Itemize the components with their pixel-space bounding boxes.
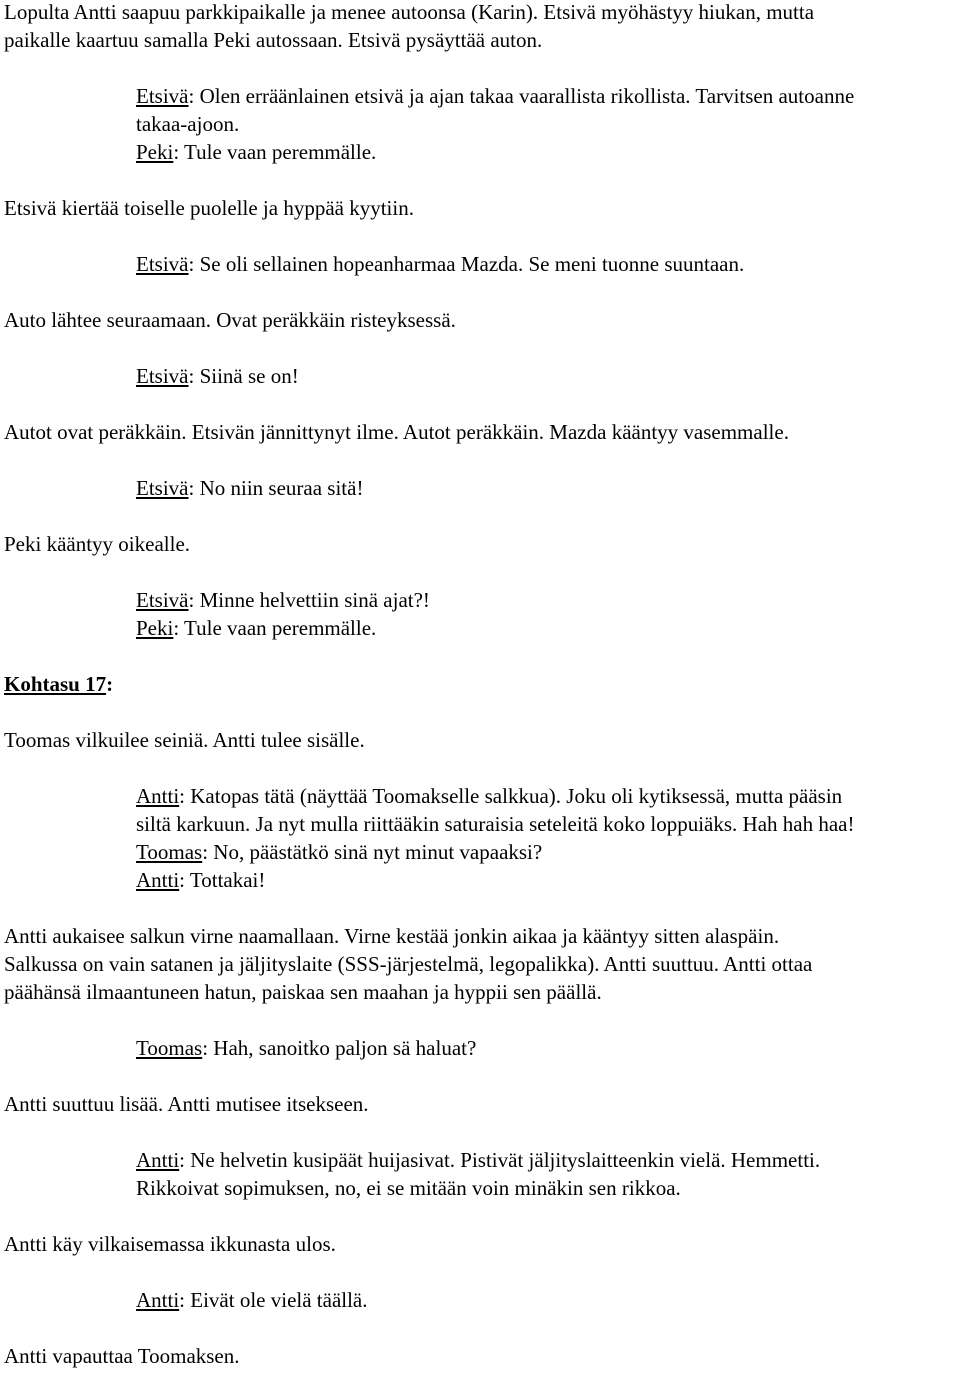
action-line: Antti vapauttaa Toomaksen. bbox=[4, 1344, 240, 1368]
dialogue-text: : No, päästätkö sinä nyt minut vapaaksi? bbox=[202, 840, 543, 864]
dialogue-text: : Katopas tätä (näyttää Toomakselle salkkua). Joku oli kytiksessä, mutta pääsin bbox=[179, 784, 843, 808]
dialogue-line bbox=[136, 364, 299, 388]
speaker-name: Etsivä bbox=[136, 364, 189, 388]
speaker-name: Toomas bbox=[136, 1036, 203, 1060]
speaker-name: Antti bbox=[136, 784, 180, 808]
dialogue-line bbox=[136, 588, 430, 612]
scene-heading-title: Kohtasu 17 bbox=[4, 672, 107, 696]
speaker-name: Etsivä bbox=[136, 588, 189, 612]
dialogue-line bbox=[136, 1288, 368, 1312]
speaker-name: Etsivä bbox=[136, 252, 189, 276]
speaker-name: Antti bbox=[136, 868, 180, 892]
dialogue-continuation: Rikkoivat sopimuksen, no, ei se mitään voin minäkin sen rikkoa. bbox=[136, 1176, 681, 1200]
action-line: Antti käy vilkaisemassa ikkunasta ulos. bbox=[4, 1232, 336, 1256]
action-line: Autot ovat peräkkäin. Etsivän jännittynyt ilme. Autot peräkkäin. Mazda kääntyy vasemmalle. bbox=[4, 420, 789, 444]
dialogue-text: : Eivät ole vielä täällä. bbox=[179, 1288, 368, 1312]
speaker-name: Peki bbox=[136, 140, 174, 164]
dialogue-line bbox=[136, 140, 376, 164]
dialogue-line bbox=[136, 784, 842, 808]
action-line: Peki kääntyy oikealle. bbox=[4, 532, 191, 556]
scene-heading bbox=[4, 672, 113, 696]
dialogue-line bbox=[136, 868, 265, 892]
dialogue-line bbox=[136, 616, 376, 640]
speaker-name: Toomas bbox=[136, 840, 203, 864]
dialogue-line bbox=[136, 1036, 476, 1060]
action-line: Antti aukaisee salkun virne naamallaan. Virne kestää jonkin aikaa ja kääntyy sitten alaspäin. bbox=[4, 924, 780, 948]
action-line: Lopulta Antti saapuu parkkipaikalle ja menee autoonsa (Karin). Etsivä myöhästyy hiukan, mutta bbox=[4, 0, 815, 24]
action-line: paikalle kaartuu samalla Peki autossaan. Etsivä pysäyttää auton. bbox=[4, 28, 543, 52]
dialogue-text: : Minne helvettiin sinä ajat?! bbox=[188, 588, 430, 612]
speaker-name: Etsivä bbox=[136, 476, 189, 500]
dialogue-text: : Ne helvetin kusipäät huijasivat. Pistivät jäljityslaitteenkin vielä. Hemmetti. bbox=[179, 1148, 821, 1172]
action-line: Auto lähtee seuraamaan. Ovat peräkkäin risteyksessä. bbox=[4, 308, 456, 332]
action-line: Salkussa on vain satanen ja jäljityslaite (SSS-järjestelmä, legopalikka). Antti suuttuu. Antti ottaa bbox=[4, 952, 813, 976]
speaker-name: Antti bbox=[136, 1288, 180, 1312]
dialogue-line bbox=[136, 84, 854, 108]
speaker-name: Etsivä bbox=[136, 84, 189, 108]
dialogue-text: : Tottakai! bbox=[179, 868, 266, 892]
action-line: Etsivä kiertää toiselle puolelle ja hyppää kyytiin. bbox=[4, 196, 414, 220]
dialogue-text: : Olen erräänlainen etsivä ja ajan takaa vaarallista rikollista. Tarvitsen autoanne bbox=[188, 84, 855, 108]
dialogue-text: : Se oli sellainen hopeanharmaa Mazda. Se meni tuonne suuntaan. bbox=[188, 252, 745, 276]
scene-heading-colon: : bbox=[106, 672, 114, 696]
speaker-name: Antti bbox=[136, 1148, 180, 1172]
dialogue-line bbox=[136, 1148, 820, 1172]
action-line: päähänsä ilmaantuneen hatun, paiskaa sen maahan ja hyppii sen päällä. bbox=[4, 980, 602, 1004]
dialogue-continuation: takaa-ajoon. bbox=[136, 112, 240, 136]
dialogue-line bbox=[136, 476, 363, 500]
dialogue-text: : Tule vaan peremmälle. bbox=[173, 616, 377, 640]
dialogue-continuation: siltä karkuun. Ja nyt mulla riittääkin saturaisia seteleitä koko loppuiäks. Hah hah haa! bbox=[136, 812, 855, 836]
dialogue-text: : No niin seuraa sitä! bbox=[188, 476, 364, 500]
dialogue-text: : Tule vaan peremmälle. bbox=[173, 140, 377, 164]
dialogue-text: : Siinä se on! bbox=[188, 364, 299, 388]
dialogue-line bbox=[136, 840, 542, 864]
action-line: Antti suuttuu lisää. Antti mutisee itsekseen. bbox=[4, 1092, 369, 1116]
speaker-name: Peki bbox=[136, 616, 174, 640]
action-line: Toomas vilkuilee seiniä. Antti tulee sisälle. bbox=[4, 728, 365, 752]
dialogue-line bbox=[136, 252, 744, 276]
dialogue-text: : Hah, sanoitko paljon sä haluat? bbox=[202, 1036, 477, 1060]
